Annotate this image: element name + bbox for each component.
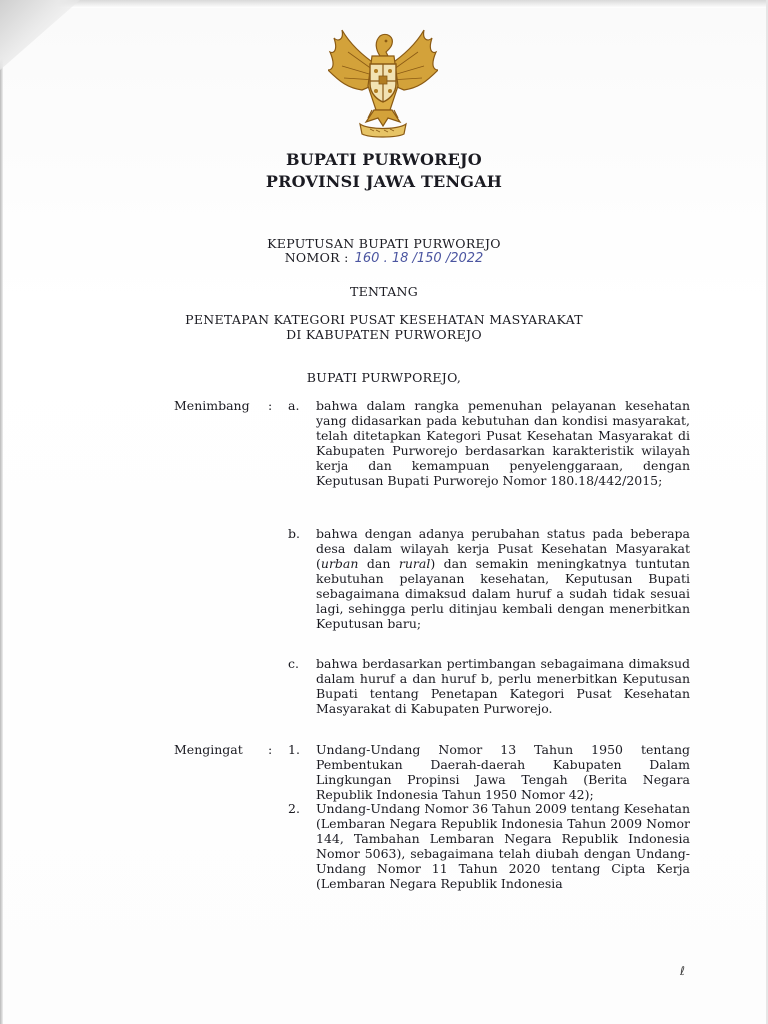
mengingat-marker-1: 1.: [288, 742, 300, 757]
menimbang-item-b-urban: urban: [320, 556, 359, 571]
decree-subject-line-2: DI KABUPATEN PURWOREJO: [286, 327, 482, 342]
menimbang-item-c: bahwa berdasarkan pertimbangan sebagaimana dimaksud dalam huruf a dan huruf b, perlu menerbitkan Keputusan Bupati tentang Penetapan Kategori Pusat Kesehatan Masyarakat di Kabupaten Purworejo.: [316, 656, 690, 716]
menimbang-item-b-text-after: ) dan semakin meningkatnya tuntutan kebutuhan pelayanan kesehatan, Keputusan Bupati sebagaimana dimaksud dalam huruf a sudah tidak sesuai lagi, sehingga perlu ditinjau kembali dengan menerbitkan Keputusan baru;: [316, 556, 690, 631]
menimbang-item-b-text-before: bahwa dengan adanya perubahan status pada beberapa desa dalam wilayah kerja Pusat Kesehatan Masyarakat (: [316, 526, 690, 571]
menimbang-marker-c: c.: [288, 656, 299, 671]
decree-subject-line-1: PENETAPAN KATEGORI PUSAT KESEHATAN MASYARAKAT: [185, 312, 583, 327]
menimbang-item-b: [316, 526, 690, 631]
province-title: PROVINSI JAWA TENGAH: [265, 172, 503, 191]
scan-top-edge: [0, 0, 768, 8]
menimbang-colon: :: [268, 398, 273, 413]
mengingat-marker-2: 2.: [288, 801, 300, 816]
garuda-emblem-icon: [328, 26, 438, 138]
page-curl-corner: [0, 0, 80, 70]
menimbang-marker-b: b.: [288, 526, 300, 541]
regent-title: BUPATI PURWOREJO: [286, 150, 482, 169]
decree-number-row: [0, 250, 768, 266]
tentang-heading: TENTANG: [349, 284, 419, 299]
menimbang-marker-a: a.: [288, 398, 300, 413]
mengingat-colon: :: [268, 742, 273, 757]
decree-title: KEPUTUSAN BUPATI PURWOREJO: [267, 236, 501, 251]
issuer-line: BUPATI PURWPOREJO,: [306, 370, 462, 385]
mengingat-item-2: Undang-Undang Nomor 36 Tahun 2009 tentang Kesehatan (Lembaran Negara Republik Indonesia Tahun 2009 Nomor 144, Tambahan Lembaran Negara Republik Indonesia Nomor 5063), sebagaimana telah diubah dengan Undang-Undang Nomor 11 Tahun 2020 tentang Cipta Kerja (Lembaran Negara Republik Indonesia: [316, 801, 690, 891]
mengingat-label: Mengingat: [174, 742, 243, 757]
menimbang-label: Menimbang: [174, 398, 250, 413]
menimbang-item-a: bahwa dalam rangka pemenuhan pelayanan kesehatan yang didasarkan pada kebutuhan dan kondisi masyarakat, telah ditetapkan Kategori Pusat Kesehatan Masyarakat di Kabupaten Purworejo berdasarkan karakteristik wilayah kerja dan kemampuan penyelenggaraan, dengan Keputusan Bupati Purworejo Nomor 180.18/442/2015;: [316, 398, 690, 488]
menimbang-item-b-rural: rural: [398, 556, 431, 571]
decree-number-label: NOMOR :: [284, 250, 349, 265]
decree-number-handwritten: 160 . 18 /150 /2022: [354, 251, 484, 266]
page-continuation-mark: ℓ: [680, 964, 685, 978]
menimbang-item-b-text-mid: dan: [358, 556, 399, 571]
mengingat-item-1: Undang-Undang Nomor 13 Tahun 1950 tentang Pembentukan Daerah-daerah Kabupaten Dalam Lingkungan Propinsi Jawa Tengah (Berita Negara Republik Indonesia Tahun 1950 Nomor 42);: [316, 742, 690, 802]
